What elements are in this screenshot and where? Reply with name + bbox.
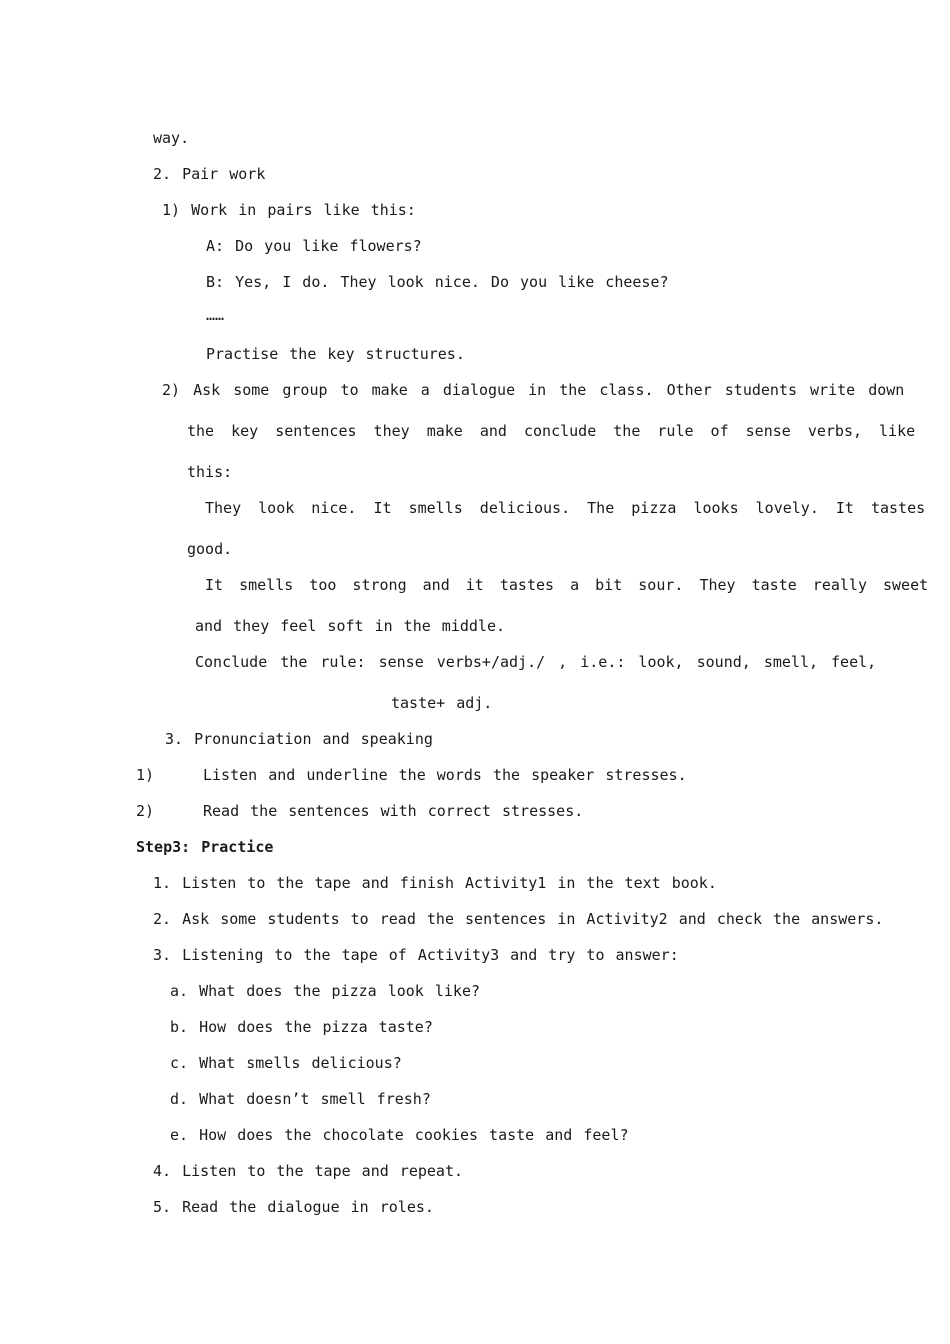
item-read-stresses: Read the sentences with correct stresses.	[203, 802, 584, 820]
heading-pronunciation: 3. Pronunciation and speaking	[165, 730, 433, 748]
item-work-in-pairs: 1) Work in pairs like this:	[162, 201, 416, 219]
heading-pair-work: 2. Pair work	[153, 165, 266, 183]
heading-step3: Step3: Practice	[136, 838, 274, 856]
example-sentences-line2: good.	[187, 540, 233, 558]
practice-item-3: 3. Listening to the tape of Activity3 and try to answer:	[153, 946, 679, 964]
item-ask-group-line1: 2) Ask some group to make a dialogue in the class. Other students write down	[162, 381, 905, 399]
item-listen-underline: Listen and underline the words the speaker stresses.	[203, 766, 687, 784]
item-ask-group-line2: the key sentences they make and conclude the rule of sense verbs, like	[187, 422, 916, 440]
question-a: a. What does the pizza look like?	[170, 982, 481, 1000]
example-sentences-line1: They look nice. It smells delicious. The pizza looks lovely. It tastes	[205, 499, 926, 517]
ellipsis: ……	[206, 306, 225, 324]
question-d: d. What doesn’t smell fresh?	[170, 1090, 431, 1108]
practice-item-2: 2. Ask some students to read the sentences in Activity2 and check the answers.	[153, 910, 884, 928]
rule-line2: taste+ adj.	[391, 694, 493, 712]
question-e: e. How does the chocolate cookies taste and feel?	[170, 1126, 629, 1144]
question-b: b. How does the pizza taste?	[170, 1018, 433, 1036]
dialogue-line-b: B: Yes, I do. They look nice. Do you like cheese?	[206, 273, 669, 291]
line-way: way.	[153, 129, 190, 147]
rule-line1: Conclude the rule: sense verbs+/adj./ , i.e.: look, sound, smell, feel,	[195, 653, 877, 671]
list-number-2: 2)	[136, 802, 155, 820]
item-ask-group-line3: this:	[187, 463, 233, 481]
practice-item-1: 1. Listen to the tape and finish Activity1 in the text book.	[153, 874, 717, 892]
question-c: c. What smells delicious?	[170, 1054, 402, 1072]
list-number-1: 1)	[136, 766, 155, 784]
practise-key-structures: Practise the key structures.	[206, 345, 465, 363]
practice-item-5: 5. Read the dialogue in roles.	[153, 1198, 434, 1216]
example-sentences-line4: and they feel soft in the middle.	[195, 617, 506, 635]
practice-item-4: 4. Listen to the tape and repeat.	[153, 1162, 464, 1180]
dialogue-line-a: A: Do you like flowers?	[206, 237, 422, 255]
example-sentences-line3: It smells too strong and it tastes a bit sour. They taste really sweet	[205, 576, 929, 594]
